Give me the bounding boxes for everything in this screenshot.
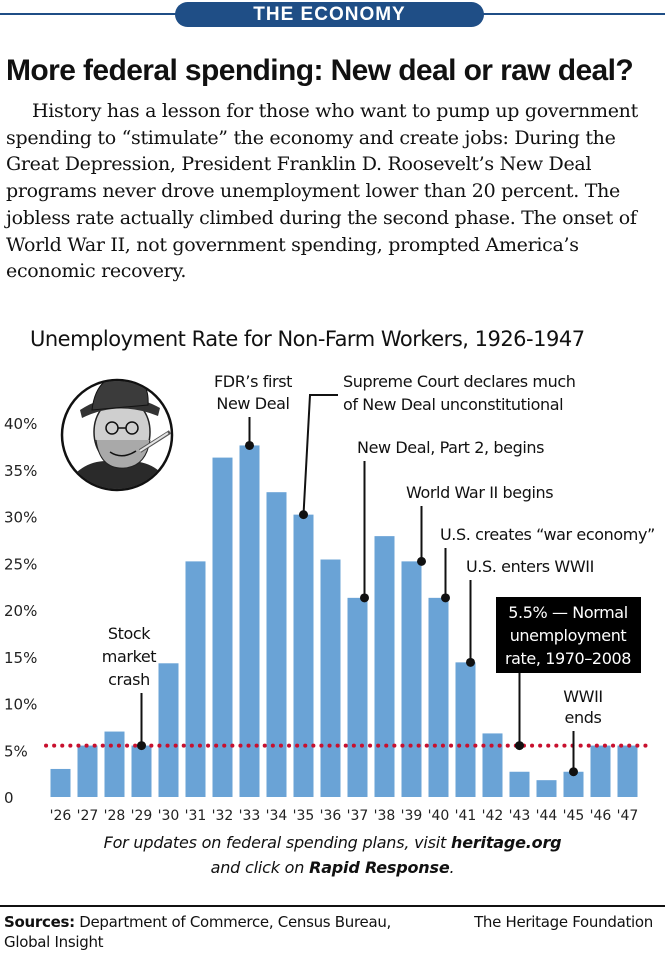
y-tick-label: 0 [4,789,14,807]
x-tick-label: '26 [49,808,72,824]
leader-dot [441,593,450,602]
leader-dot [299,510,308,519]
x-axis-labels [50,808,639,824]
footnote-link-rapid-response[interactable]: Rapid Response [309,858,450,877]
leader-dot [515,741,524,750]
annotation-label: crash [108,670,150,689]
x-tick-label: '36 [319,808,342,824]
bar [537,780,557,797]
footnote [0,830,665,880]
x-tick-label: '34 [265,808,288,824]
y-tick-label: 35% [4,461,38,480]
annotation-label: unemployment [509,626,627,645]
annotation-label: New Deal [216,394,290,413]
sources [4,912,424,952]
bar [186,561,206,797]
bar [456,662,476,797]
bar [105,732,125,797]
bar [591,746,611,797]
bar [618,746,638,797]
bar [510,772,530,797]
x-tick-label: '29 [130,808,153,824]
x-tick-label: '38 [373,808,396,824]
bar [375,536,395,797]
footnote-text-3: . [449,858,455,877]
headline: More federal spending: New deal or raw deal? [6,54,634,87]
x-tick-label: '35 [292,808,315,824]
leader-dot [360,593,369,602]
annotation-label: U.S. creates “war economy” [440,525,655,544]
annotation-label: U.S. enters WWII [466,557,594,576]
annotation-label: World War II begins [406,483,554,502]
leader-dot [417,557,426,566]
x-tick-label: '46 [589,808,612,824]
bar [483,733,503,797]
chart-title: Unemployment Rate for Non-Farm Workers, 1926-1947 [30,327,585,351]
annotation-label: market [101,647,157,666]
bar [51,769,71,797]
leader-dot [245,441,254,450]
fdr-portrait-illustration [60,375,175,495]
bar [294,515,314,797]
sources-text: Department of Commerce, Census Bureau, Global Insight [4,913,392,951]
bar [402,561,422,797]
annotation-label: Supreme Court declares much [343,372,576,391]
y-tick-label: 15% [4,648,38,667]
annotation-label: ends [564,708,602,727]
annotation-label: rate, 1970–2008 [504,649,632,668]
bar [267,492,287,797]
y-tick-label: 10% [4,695,38,714]
x-tick-label: '42 [481,808,504,824]
bar [321,560,341,797]
footnote-text-1: For updates on federal spending plans, visit [103,833,452,852]
y-axis [4,415,37,807]
bar [429,598,449,797]
annotation-label: Stock [107,624,151,643]
x-tick-label: '32 [211,808,234,824]
leader-dot [137,741,146,750]
x-tick-label: '30 [157,808,180,824]
y-tick-label: 25% [4,555,38,574]
annotation-fdr-new-deal [214,372,292,450]
annotation-label: 5.5% — Normal [508,603,628,622]
bar [159,663,179,797]
y-tick-label: 20% [4,602,38,620]
x-tick-label: '47 [616,808,639,824]
leader-line [304,395,339,515]
footnote-text-2: and click on [210,858,310,877]
unemployment-chart [0,360,665,830]
y-tick-label: 5% [4,742,28,761]
annotation-label: New Deal, Part 2, begins [357,438,545,457]
x-tick-label: '44 [535,808,558,824]
x-tick-label: '37 [346,808,369,824]
section-banner: THE ECONOMY [175,2,484,27]
y-tick-label: 40% [4,415,38,433]
leader-dot [569,767,578,776]
x-tick-label: '45 [562,808,585,824]
annotation-label: WWII [563,687,603,706]
credit: The Heritage Foundation [474,913,653,931]
x-tick-label: '41 [454,808,477,824]
y-tick-label: 30% [4,508,38,527]
bar [348,598,368,797]
leader-dot [466,658,475,667]
bar [78,746,98,797]
annotation-normal-rate [496,597,641,750]
x-tick-label: '28 [103,808,126,824]
x-tick-label: '27 [76,808,99,824]
x-tick-label: '43 [508,808,531,824]
x-tick-label: '33 [238,808,261,824]
x-tick-label: '31 [184,808,207,824]
x-tick-label: '39 [400,808,423,824]
footnote-link-heritage[interactable]: heritage.org [451,833,562,852]
intro-paragraph: History has a lesson for those who want to pump up government spending to “stimulate” the economy and create jobs: During the Great Depression, President Franklin D. Roosevelt’s New Deal programs never drove unemployment lower than 20 percent. The jobless rate actually climbed during the second phase. The onset of World War II, not government spending, prompted America’s economic recovery. [6,100,638,283]
bottom-rule [0,905,665,907]
x-tick-label: '40 [427,808,450,824]
annotation-label: FDR’s first [213,372,293,391]
annotation-label: of New Deal unconstitutional [343,395,564,414]
bar [132,746,152,797]
sources-label: Sources: [4,913,75,931]
annotation-stock-crash [102,624,157,750]
